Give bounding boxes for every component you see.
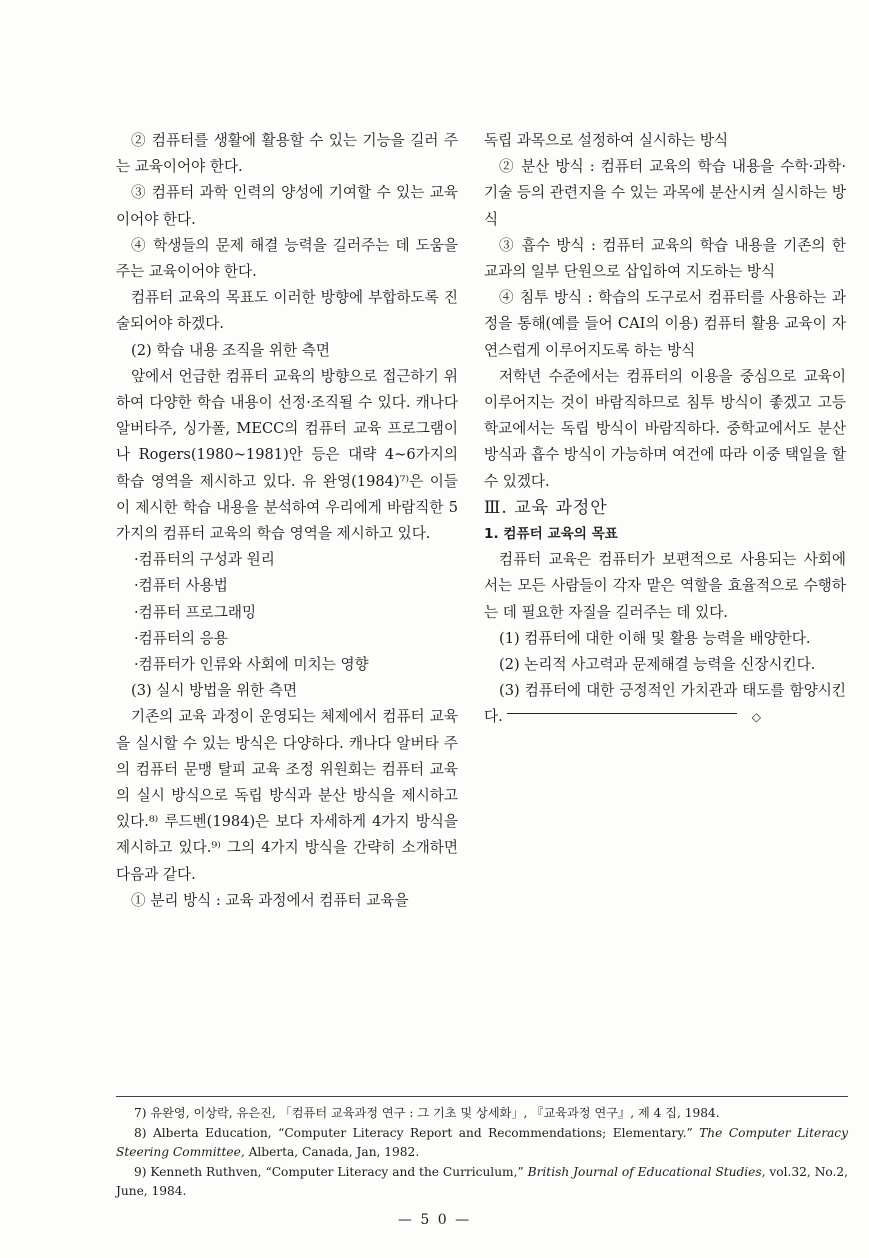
list-item: ·컴퓨터의 구성과 원리 bbox=[134, 551, 275, 569]
footnote-italic: The Computer Literacy Steering Committee, bbox=[116, 1125, 848, 1159]
paragraph: 기존의 교육 과정이 운영되는 체제에서 컴퓨터 교육을 실시할 수 있는 방식은 다양하다. 캐나다 알버타 주의 컴퓨터 문맹 탈피 교육 조정 위원회는 컴퓨터 교육의 실시 방식으로 독립 방식과 분산 방식을 제시하고 있다.⁸⁾ 루드벤(1984)은 보다 자세하게 4가지 방식을 제시하고 있다.⁹⁾ 그의 4가지 방식을 간략히 소개하면 다음과 같다. bbox=[116, 708, 458, 883]
paragraph: 컴퓨터 교육의 목표도 이러한 방향에 부합하도록 진술되어야 하겠다. bbox=[116, 289, 458, 333]
list-item: ·컴퓨터의 응용 bbox=[134, 629, 228, 647]
paragraph: 컴퓨터 교육은 컴퓨터가 보편적으로 사용되는 사회에서는 모든 사람들이 각자 맡은 역할을 효율적으로 수행하는 데 필요한 자질을 길러주는 데 있다. bbox=[484, 551, 846, 621]
list-item: (2) 논리적 사고력과 문제해결 능력을 신장시킨다. bbox=[499, 656, 816, 674]
left-column bbox=[116, 128, 458, 914]
footnote-text: 8) Alberta Education, “Computer Literacy Report and Recommendations; Elementary.” bbox=[134, 1125, 700, 1140]
last-item-text: (3) 컴퓨터에 대한 긍정적인 가치관과 태도를 함양시킨다. bbox=[484, 682, 846, 726]
list-item: ·컴퓨터 사용법 bbox=[134, 577, 228, 595]
footnote-text: Alberta, Canada, Jan, 1982. bbox=[244, 1145, 420, 1159]
end-rule bbox=[507, 713, 737, 714]
page-number: — 5 0 — bbox=[397, 1212, 472, 1228]
paragraph: ① 분리 방식 : 교육 과정에서 컴퓨터 교육을 bbox=[131, 891, 409, 909]
paragraph: 독립 과목으로 설정하여 실시하는 방식 bbox=[484, 132, 729, 149]
paragraph: ③ 흡수 방식 : 컴퓨터 교육의 학습 내용을 기존의 한 교과의 일부 단원으로 삽입하여 지도하는 방식 bbox=[484, 236, 846, 281]
footnote-7: 7) 유완영, 이상락, 유은진, 「컴퓨터 교육과정 연구 : 그 기초 및 상세화」, 『교육과정 연구』, 제 4 집, 1984. bbox=[134, 1106, 720, 1120]
subheading: (3) 실시 방법을 위한 측면 bbox=[131, 682, 298, 700]
footnote-8 bbox=[116, 1124, 848, 1163]
footnote-9 bbox=[116, 1163, 848, 1202]
paragraph: 앞에서 언급한 컴퓨터 교육의 방향으로 접근하기 위하여 다양한 학습 내용이 선정·조직될 수 있다. 캐나다 알버타주, 싱가폴, MECC의 컴퓨터 교육 프로그램이나 Rogers(1980~1981)안 등은 대략 4~6가지의 학습 영역을 제시하고 있다. 유 완영(1984)⁷⁾은 이들이 제시한 학습 내용을 분석하여 우리에게 바람직한 5가지의 컴퓨터 교육의 학습 영역을 제시하고 있다. bbox=[116, 367, 458, 543]
diamond-icon: ◇ bbox=[751, 710, 761, 725]
footnotes bbox=[116, 1104, 848, 1202]
right-column bbox=[484, 128, 846, 731]
footnote-text: 9) Kenneth Ruthven, “Computer Literacy and the Curriculum,” bbox=[134, 1164, 528, 1179]
subheading: (2) 학습 내용 조직을 위한 측면 bbox=[131, 341, 330, 359]
paragraph: ② 분산 방식 : 컴퓨터 교육의 학습 내용을 수학·과학·기술 등의 관련지을 수 있는 과목에 분산시켜 실시하는 방식 bbox=[484, 158, 846, 228]
paragraph: 저학년 수준에서는 컴퓨터의 이용을 중심으로 교육이 이루어지는 것이 바람직하므로 침투 방식이 좋겠고 고등학교에서는 독립 방식이 바람직하다. 중학교에서도 분산 방식과 흡수 방식이 가능하며 여건에 따라 이중 택일을 할 수 있겠다. bbox=[484, 367, 846, 490]
list-item: (1) 컴퓨터에 대한 이해 및 활용 능력을 배양한다. bbox=[499, 629, 811, 647]
subsection-title: 1. 컴퓨터 교육의 목표 bbox=[484, 526, 618, 543]
section-title: Ⅲ. 교육 과정안 bbox=[484, 497, 608, 518]
list-item-last bbox=[484, 678, 846, 730]
paragraph: ② 컴퓨터를 생활에 활용할 수 있는 기능을 길러 주는 교육이어야 한다. bbox=[116, 132, 458, 176]
list-item: ·컴퓨터 프로그래밍 bbox=[134, 603, 257, 621]
list-item: ·컴퓨터가 인류와 사회에 미치는 영향 bbox=[134, 656, 369, 674]
paragraph: ④ 학생들의 문제 해결 능력을 길러주는 데 도움을 주는 교육이어야 한다. bbox=[116, 236, 458, 281]
paragraph: ④ 침투 방식 : 학습의 도구로서 컴퓨터를 사용하는 과정을 통해(예를 들어 CAI의 이용) 컴퓨터 활용 교육이 자연스럽게 이루어지도록 하는 방식 bbox=[484, 289, 846, 359]
paragraph: ③ 컴퓨터 과학 인력의 양성에 기여할 수 있는 교육이어야 한다. bbox=[116, 184, 458, 228]
footnote-italic: British Journal of Educational Studies, bbox=[527, 1164, 766, 1179]
footnote-text: vol.32, No.2, June, 1984. bbox=[116, 1164, 848, 1198]
footnote-divider bbox=[116, 1096, 848, 1097]
